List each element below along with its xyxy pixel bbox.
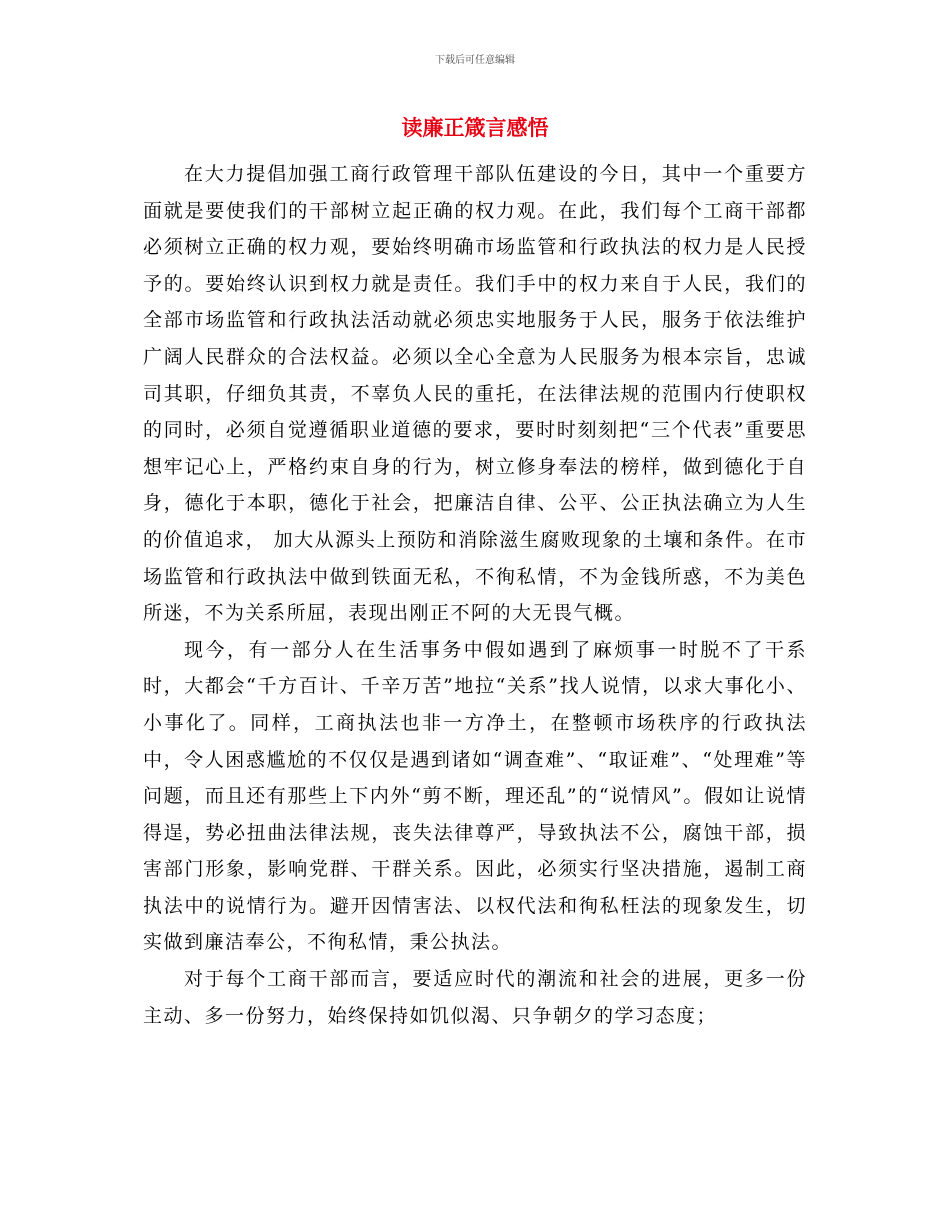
- body-paragraph: 在大力提倡加强工商行政管理干部队伍建设的今日，其中一个重要方面就是要使我们的干部树立起正确的权力观。在此，我们每个工商干部都必须树立正确的权力观，要始终明确市场监管和行政执法的权力是人民授予的。要始终认识到权力就是责任。我们手中的权力来自于人民，我们的全部市场监管和行政执法活动就必须忠实地服务于人民，服务于依法维护广阔人民群众的合法权益。必须以全心全意为人民服务为根本宗旨，忠诚司其职，仔细负其责，不辜负人民的重托，在法律法规的范围内行使职权的同时，必须自觉遵循职业道德的要求，要时时刻刻把“三个代表”重要思想牢记心上，严格约束自身的行为，树立修身奉法的榜样，做到德化于自身，德化于本职，德化于社会，把廉洁自律、公平、公正执法确立为人生的价值追求， 加大从源头上预防和消除滋生腐败现象的土壤和条件。在市场监管和行政执法中做到铁面无私，不徇私情，不为金钱所惑，不为美色所迷，不为关系所屈，表现出刚正不阿的大无畏气概。: [143, 163, 807, 625]
- page-header: 下载后可任意编辑: [435, 55, 515, 66]
- body-paragraph: 对于每个工商干部而言，要适应时代的潮流和社会的进展，更多一份主动、多一份努力，始终保持如饥似渴、只争朝夕的学习态度；: [143, 968, 807, 1027]
- body-paragraph: 现今，有一部分人在生活事务中假如遇到了麻烦事一时脱不了干系时，大都会“千方百计、千辛万苦”地拉“关系”找人说情，以求大事化小、小事化了。同样，工商执法也非一方净土，在整顿市场秩序的行政执法中，令人困惑尴尬的不仅仅是遇到诸如“调查难”、“取证难”、“处理难”等问题，而且还有那些上下内外“剪不断，理还乱”的“说情风”。假如让说情得逞，势必扭曲法律法规，丧失法律尊严，导致执法不公，腐蚀干部，损害部门形象，影响党群、干群关系。因此，必须实行坚决措施，遏制工商执法中的说情行为。避开因情害法、以权代法和徇私枉法的现象发生，切实做到廉洁奉公，不徇私情，秉公执法。: [143, 638, 807, 954]
- document-body: [143, 156, 807, 1034]
- document-title: 读廉正箴言感悟: [401, 115, 549, 140]
